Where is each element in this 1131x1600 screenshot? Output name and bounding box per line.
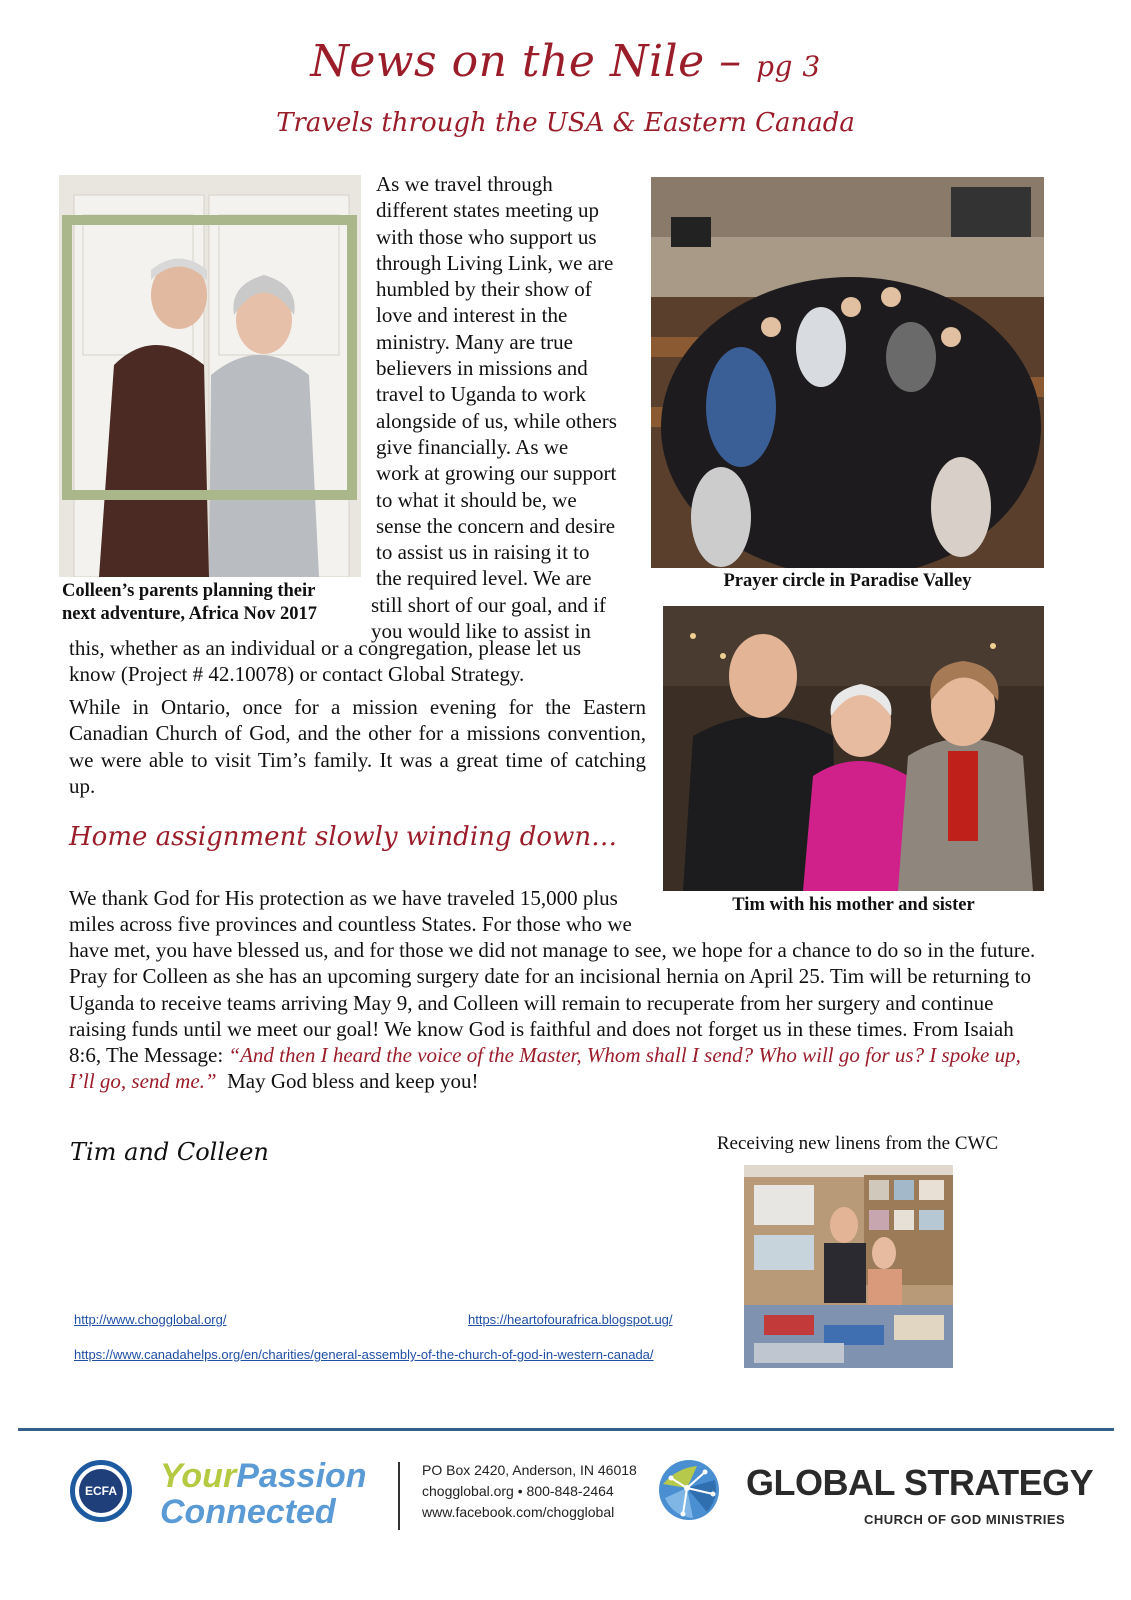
section-heading: Home assignment slowly winding down… [69, 822, 618, 852]
paragraph-2: While in Ontario, once for a mission evening for the Eastern Canadian Church of God, and the other for a missions convention, we were able to visit Tim’s family. It was a great time of catching up. [69, 695, 646, 798]
paragraph-3-line-1: We thank God for His protection as we have traveled 15,000 plus [69, 886, 618, 910]
intro-line: alongside of us, while others [376, 408, 617, 433]
paragraph-1-end: this, whether as an individual or a congregation, please let us know (Project # 42.10078) or contact Global Strategy. [69, 636, 582, 687]
prayer-caption: Prayer circle in Paradise Valley [723, 571, 972, 591]
intro-line: still short of our goal, and if [371, 592, 607, 617]
contact-address: PO Box 2420, Anderson, IN 46018 [422, 1462, 637, 1478]
intro-line: work at growing our support [376, 461, 617, 486]
signature: Tim and Colleen [70, 1138, 269, 1166]
parents-photo [59, 175, 361, 577]
intro-line: humbled by their show of [376, 277, 592, 302]
family-photo [663, 606, 1044, 891]
footer-separator [398, 1462, 400, 1530]
global-strategy-logo-text: GLOBAL STRATEGY [746, 1462, 1094, 1503]
footer-divider [18, 1428, 1114, 1431]
closing-blessing: May God bless and keep you! [216, 1069, 479, 1094]
globe-icon [657, 1458, 721, 1522]
intro-line: to what it should be, we [376, 487, 577, 512]
paragraph-3 [69, 937, 1044, 1095]
intro-line: believers in missions and [376, 356, 588, 381]
page-subtitle: Travels through the USA & Eastern Canada [276, 108, 855, 138]
linens-caption: Receiving new linens from the CWC [716, 1133, 999, 1154]
intro-column [371, 171, 646, 644]
prayer-circle-photo [651, 177, 1044, 568]
contact-web-phone: chogglobal.org • 800-848-2464 [422, 1483, 614, 1499]
page-title [0, 36, 1131, 87]
intro-line: different states meeting up [376, 198, 599, 223]
parents-caption-line-1: Colleen’s parents planning their [62, 581, 316, 601]
ecfa-logo-text: ECFA [79, 1469, 123, 1513]
your-passion-connected-logo [160, 1458, 367, 1530]
intro-line: sense the concern and desire [376, 513, 616, 538]
intro-line: through Living Link, we are [376, 250, 614, 275]
logo-connected: Connected [160, 1493, 336, 1531]
logo-your: Your [160, 1457, 237, 1495]
family-caption: Tim with his mother and sister [732, 895, 975, 915]
intro-line: to assist us in raising it to [376, 540, 590, 565]
intro-line: love and interest in the [376, 303, 568, 328]
intro-line: travel to Uganda to work [376, 382, 586, 407]
linens-photo [744, 1165, 953, 1368]
logo-passion: Passion [236, 1457, 367, 1495]
parents-caption-line-2: next adventure, Africa Nov 2017 [62, 604, 318, 624]
intro-line: give financially. As we [376, 434, 569, 459]
chog-link[interactable]: http://www.chogglobal.org/ [74, 1312, 227, 1327]
canadahelps-link[interactable]: https://www.canadahelps.org/en/charities/general-assembly-of-the-church-of-god-in-western-canada/ [74, 1347, 654, 1362]
contact-facebook: www.facebook.com/chogglobal [422, 1504, 615, 1520]
blog-link[interactable]: https://heartofourafrica.blogspot.ug/ [468, 1312, 673, 1327]
intro-line: the required level. We are [376, 566, 592, 591]
intro-line: with those who support us [376, 224, 597, 249]
global-strategy-subtitle: CHURCH OF GOD MINISTRIES [864, 1512, 1066, 1527]
isaiah-quote: “And then I heard the voice of the Master, Whom shall I send? Who will go for us? I spoke up, I’ll go, send me.” [69, 1043, 1021, 1094]
title-text: News on the Nile – [310, 36, 742, 87]
contact-block [422, 1460, 637, 1523]
parents-caption [62, 580, 362, 626]
paragraph-3-line-2: miles across five provinces and countless States. For those who we [69, 912, 632, 936]
paragraph-3-text: have met, you have blessed us, and for those we did not manage to see, we hope for a chance to do so in the future. Pray for Colleen as she has an upcoming surgery date for an incisional hernia on April 25. Tim will be returning to Uganda to receive teams arriving May 9, and Colleen will remain to recuperate from her surgery and continue raising funds until we meet our goal! We know God is faithful and does not forget us in these times. From Isaiah 8:6, The Message: [69, 938, 1036, 1068]
page-number: pg 3 [756, 50, 821, 83]
intro-line: As we travel through [376, 172, 553, 196]
intro-line: ministry. Many are true [376, 329, 573, 354]
intro-line: you would like to assist in [371, 619, 591, 644]
ecfa-logo [70, 1460, 132, 1522]
